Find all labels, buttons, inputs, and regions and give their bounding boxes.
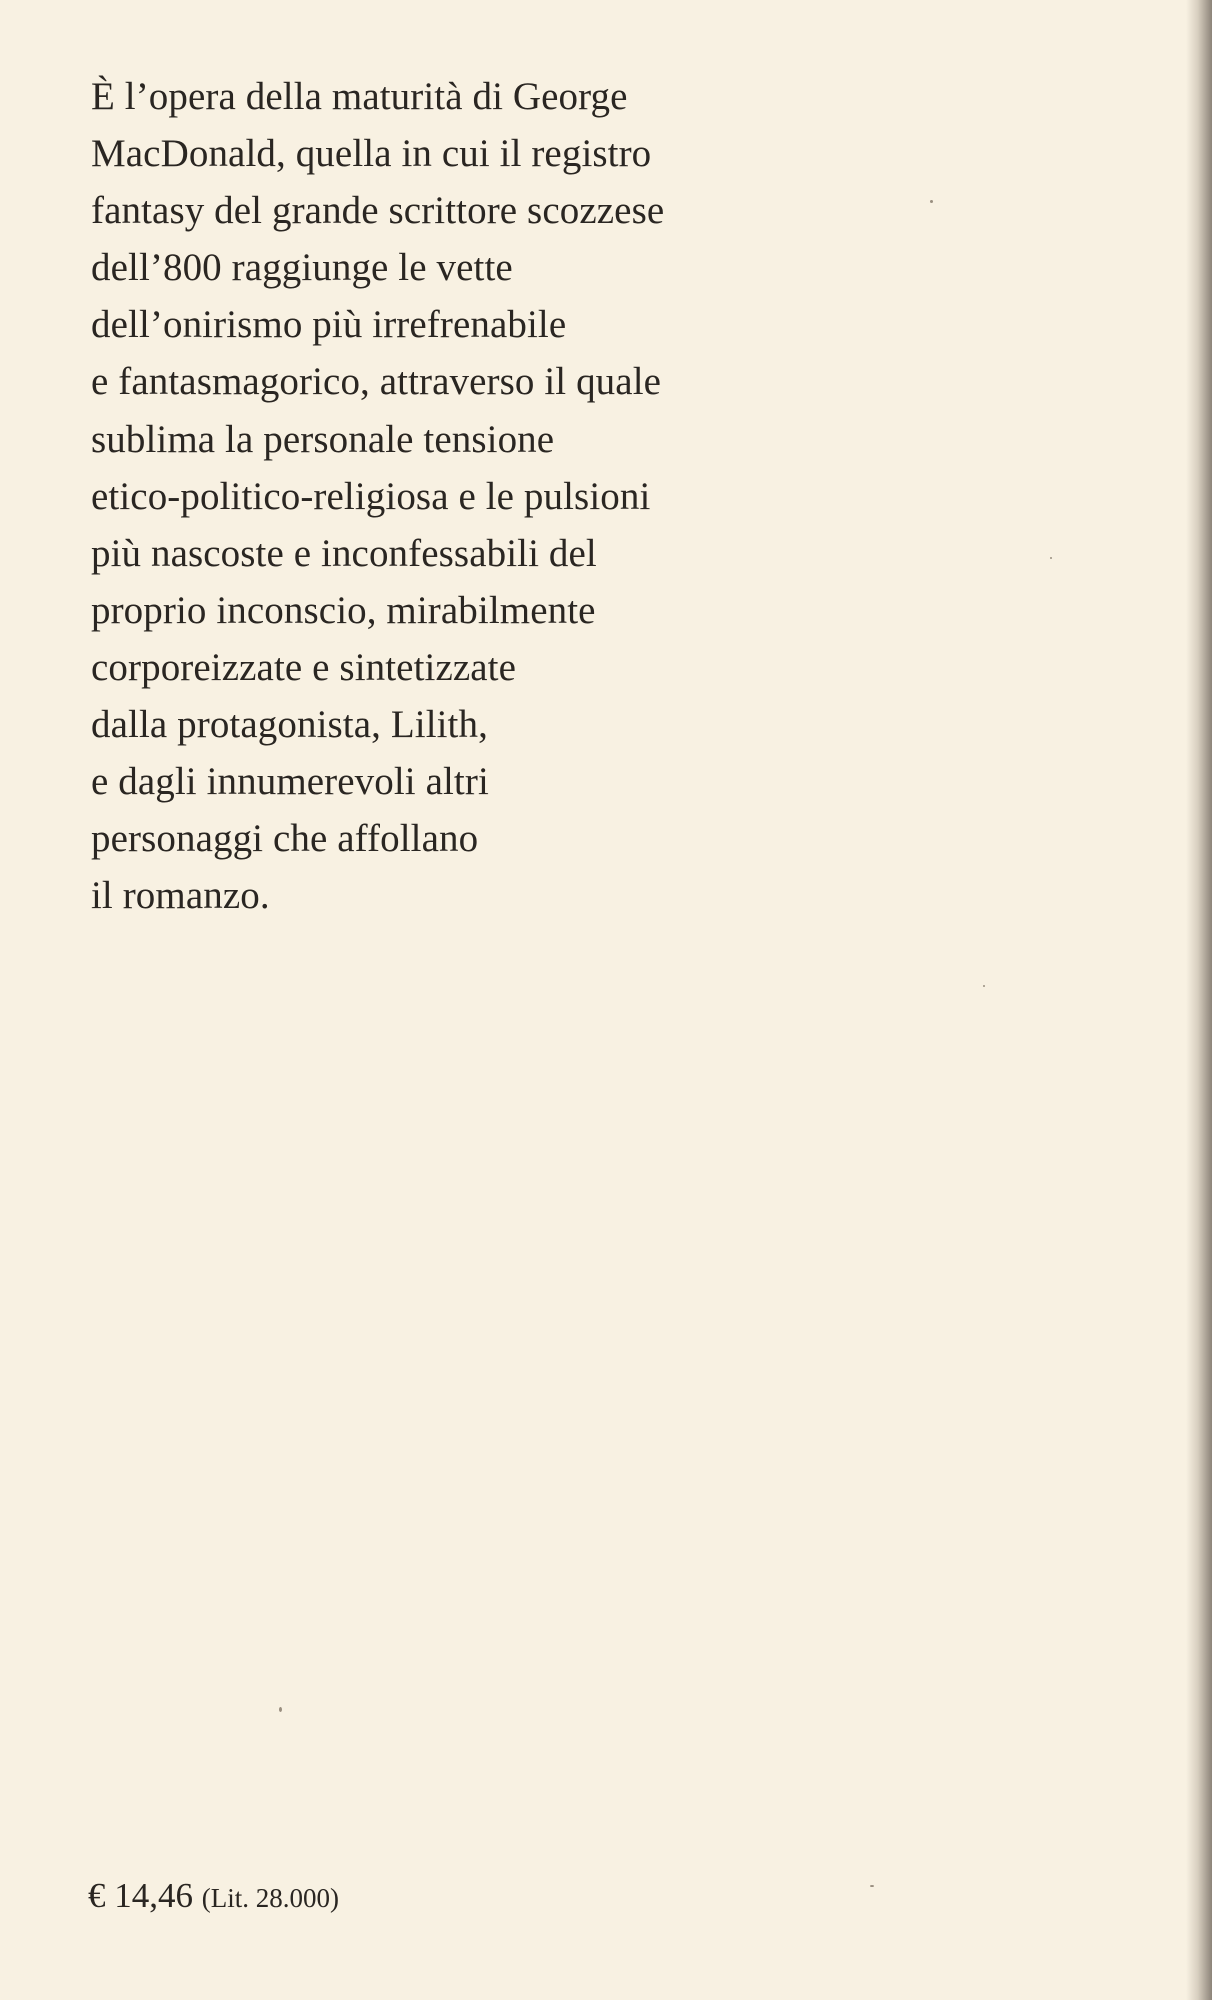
blurb-line: È l’opera della maturità di George — [91, 75, 628, 118]
blurb-line: etico-politico-religiosa e le pulsioni — [91, 474, 651, 518]
blurb-line: dell’800 raggiunge le vette — [91, 246, 513, 290]
blurb-line: MacDonald, quella in cui il registro — [91, 132, 652, 176]
blurb-line: sublima la personale tensione — [91, 417, 555, 461]
paper-speck — [870, 1885, 874, 1887]
back-cover-blurb — [91, 68, 664, 924]
blurb-line: fantasy del grande scrittore scozzese — [91, 189, 665, 233]
price-label — [88, 1876, 339, 1916]
page-edge-shadow — [1186, 0, 1212, 2000]
blurb-line: dell’onirismo più irrefrenabile — [91, 303, 567, 347]
price-lire: (Lit. 28.000) — [201, 1883, 339, 1913]
blurb-line: personaggi che affollano — [91, 817, 479, 861]
blurb-line: più nascoste e inconfessabili del — [91, 531, 597, 575]
paper-speck — [279, 1707, 282, 1712]
blurb-line: corporeizzate e sintetizzate — [91, 645, 517, 689]
blurb-line: proprio inconscio, mirabilmente — [91, 588, 596, 632]
paper-speck — [983, 985, 985, 987]
paper-speck — [930, 200, 933, 203]
blurb-line: e dagli innumerevoli altri — [91, 760, 489, 804]
paper-speck — [1050, 557, 1052, 559]
blurb-line: il romanzo. — [91, 874, 270, 918]
blurb-line: dalla protagonista, Lilith, — [91, 703, 488, 747]
blurb-line: e fantasmagorico, attraverso il quale — [91, 360, 662, 404]
price-euro: € 14,46 — [88, 1876, 193, 1915]
